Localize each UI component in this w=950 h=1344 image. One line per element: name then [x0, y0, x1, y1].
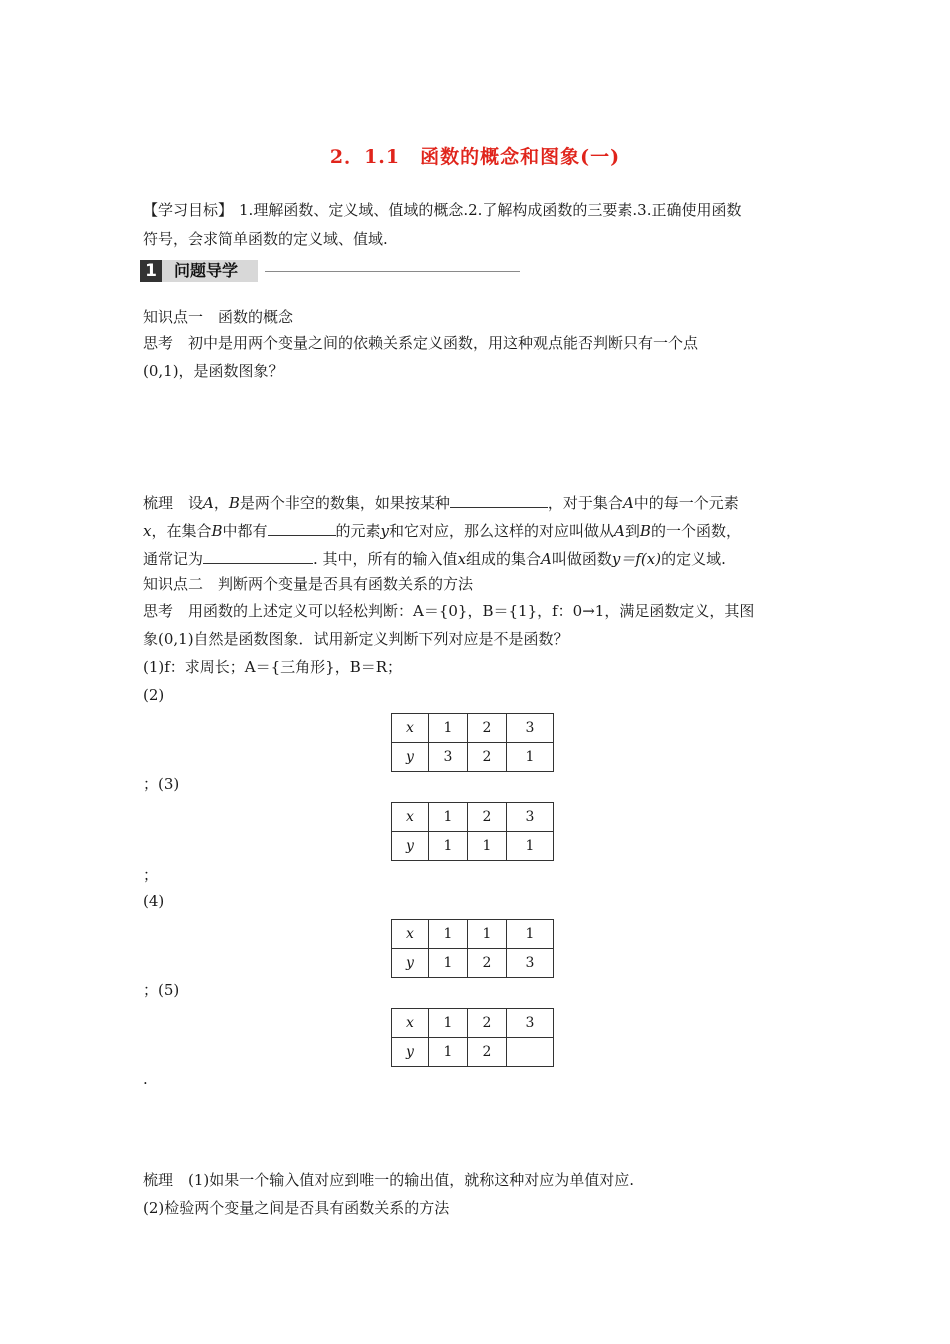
- text: 和它对应，那么这样的对应叫做从: [389, 522, 615, 540]
- table-var-x: x: [406, 809, 414, 825]
- page-title: 2．1.1 函数的概念和图象(一): [329, 146, 621, 168]
- table-cell: 2: [468, 743, 507, 772]
- sort1-line-2: [143, 521, 741, 539]
- text: ，在集合: [151, 522, 212, 540]
- var-A: A: [203, 494, 214, 512]
- table-var-y: y: [406, 838, 414, 854]
- item-4-marker: (4): [143, 892, 165, 910]
- table-row-y: [392, 949, 554, 978]
- mapping-table-5: [391, 1008, 554, 1067]
- table-var-y: y: [406, 749, 414, 765]
- section-title: 问题导学: [174, 261, 239, 280]
- table-cell: 3: [429, 743, 468, 772]
- section-number: 1: [140, 260, 162, 282]
- table-row-x: [392, 1009, 554, 1038]
- table-cell: 2: [468, 803, 507, 832]
- table-row-x: [392, 920, 554, 949]
- table-cell: [392, 1009, 429, 1038]
- table-var-x: x: [406, 926, 414, 942]
- table-row-x: [392, 714, 554, 743]
- table-cell: [392, 714, 429, 743]
- text: 叫做函数: [551, 550, 612, 568]
- var-A: A: [622, 494, 634, 512]
- k2-think-line-1: 思考 用函数的上述定义可以轻松判断：A＝{0}，B＝{1}，f：0→1，满足函数定义，其图: [143, 602, 755, 620]
- learning-goal-line-2: 符号，会求简单函数的定义域、值域.: [143, 230, 388, 248]
- table-var-y: y: [406, 1044, 414, 1060]
- item-2-marker: (2): [143, 686, 165, 704]
- text: ，对于集合: [547, 494, 623, 512]
- table-cell: 1: [429, 803, 468, 832]
- table-cell: 3: [507, 1009, 554, 1038]
- table-cell: 1: [468, 832, 507, 861]
- mapping-table-4: [391, 919, 554, 978]
- table-cell: 3: [507, 714, 554, 743]
- table-row-y: [392, 832, 554, 861]
- text: 的元素: [335, 522, 381, 540]
- table-cell: [392, 743, 429, 772]
- table-cell: 1: [507, 743, 554, 772]
- table-cell: [392, 949, 429, 978]
- table-cell: [507, 1038, 554, 1067]
- table-cell: 1: [429, 920, 468, 949]
- var-x: x: [457, 550, 467, 568]
- table-cell: 2: [468, 1038, 507, 1067]
- table-cell: 1: [429, 1009, 468, 1038]
- text: 的一个函数，: [650, 522, 741, 540]
- var-y: y: [380, 522, 390, 540]
- item-5-end: .: [143, 1070, 148, 1088]
- table-var-x: x: [406, 720, 414, 736]
- table-var-y: y: [406, 955, 414, 971]
- text: 通常记为: [143, 550, 204, 568]
- text: ，: [213, 494, 229, 512]
- table-row-y: [392, 1038, 554, 1067]
- table-cell: 1: [429, 1038, 468, 1067]
- fill-blank-1[interactable]: [450, 493, 548, 508]
- item-3-marker: ；(3): [143, 775, 180, 793]
- item-5-marker: ；(5): [143, 981, 180, 999]
- item-3-end: ；: [143, 866, 159, 884]
- table-cell: [392, 832, 429, 861]
- sort1-line-1: [143, 493, 739, 511]
- text: 梳理 设: [143, 494, 204, 512]
- sort2-line-1: 梳理 (1)如果一个输入值对应到唯一的输出值，就称这种对应为单值对应.: [143, 1171, 635, 1189]
- table-cell: 2: [468, 949, 507, 978]
- table-cell: 1: [429, 714, 468, 743]
- mapping-table-3: [391, 802, 554, 861]
- table-cell: 1: [507, 832, 554, 861]
- knowledge-point-1-heading: 知识点一 函数的概念: [143, 308, 294, 326]
- var-A: A: [541, 550, 552, 568]
- table-cell: [392, 803, 429, 832]
- table-cell: 1: [429, 949, 468, 978]
- table-cell: 2: [468, 1009, 507, 1038]
- table-cell: 2: [468, 714, 507, 743]
- text: 到: [624, 522, 640, 540]
- text: 中的每一个元素: [633, 494, 739, 512]
- k1-think-line-1: 思考 初中是用两个变量之间的依赖关系定义函数，用这种观点能否判断只有一个点: [143, 334, 699, 352]
- learning-goal-label: 【学习目标】: [143, 201, 234, 219]
- text: 中都有: [222, 522, 268, 540]
- var-A: A: [614, 522, 625, 540]
- text: 组成的集合: [466, 550, 542, 568]
- knowledge-point-2-heading: 知识点二 判断两个变量是否具有函数关系的方法: [143, 575, 474, 593]
- table-var-x: x: [406, 1015, 414, 1031]
- table-cell: 1: [468, 920, 507, 949]
- section-rule: [265, 271, 520, 272]
- function-notation: y＝f(x): [611, 550, 662, 568]
- table-cell: [392, 920, 429, 949]
- sort1-line-3: [143, 549, 726, 567]
- learning-goal-line-1: [143, 203, 742, 218]
- learning-goal-text-1: 1.理解函数、定义域、值域的概念.2.了解构成函数的三要素.3.正确使用函数: [239, 201, 742, 219]
- var-B: B: [639, 522, 651, 540]
- k1-think-line-2: (0,1)，是函数图象？: [143, 362, 284, 380]
- text: 的定义域.: [661, 550, 726, 568]
- section-header: [140, 260, 520, 282]
- table-cell: 1: [507, 920, 554, 949]
- table-cell: [392, 1038, 429, 1067]
- table-cell: 1: [429, 832, 468, 861]
- fill-blank-2[interactable]: [268, 521, 336, 536]
- table-cell: 3: [507, 803, 554, 832]
- table-row-x: [392, 803, 554, 832]
- mapping-table-2: [391, 713, 554, 772]
- table-row-y: [392, 743, 554, 772]
- text: . 其中，所有的输入值: [313, 550, 458, 568]
- var-B: B: [211, 522, 223, 540]
- k2-think-line-2: 象(0,1)自然是函数图象．试用新定义判断下列对应是不是函数？: [143, 630, 569, 648]
- sort2-line-2: (2)检验两个变量之间是否具有函数关系的方法: [143, 1199, 450, 1217]
- fill-blank-3[interactable]: [203, 549, 313, 564]
- item-1: (1)f：求周长；A＝{三角形}，B＝R；: [143, 658, 403, 676]
- var-B: B: [228, 494, 240, 512]
- var-x: x: [143, 522, 152, 540]
- table-cell: 3: [507, 949, 554, 978]
- text: 是两个非空的数集，如果按某种: [239, 494, 450, 512]
